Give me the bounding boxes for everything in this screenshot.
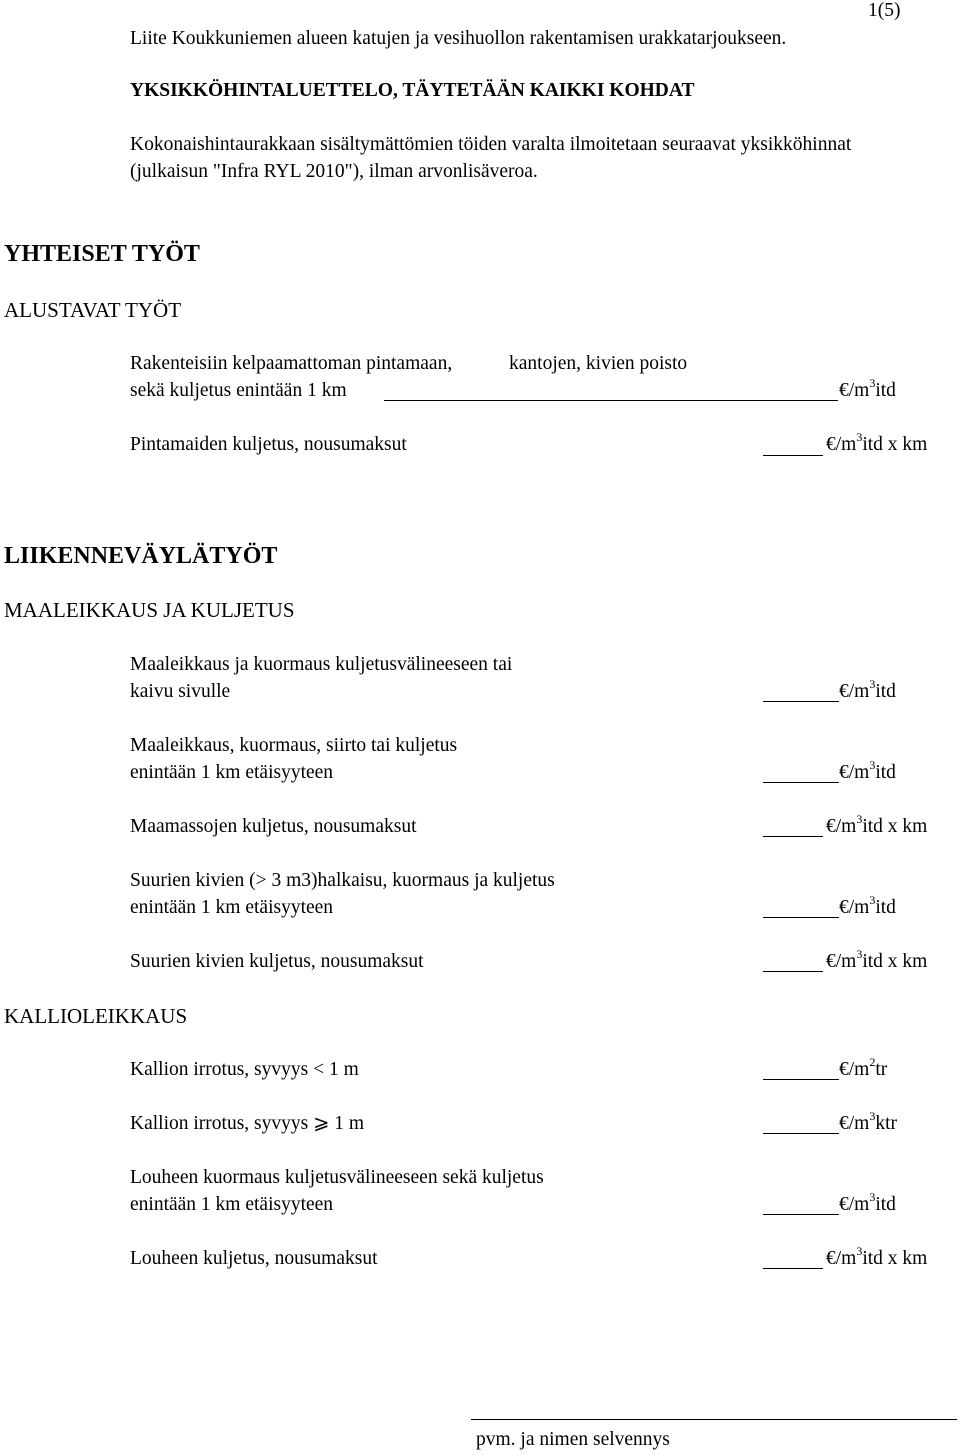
price-entry-line[interactable] <box>763 455 823 456</box>
unit-label: $€/m^3itd$ x km <box>826 429 928 455</box>
item-topsoil-removal-line-1b: kantojen, kivien poisto <box>509 353 688 374</box>
subsection-title-preliminary-works: ALUSTAVAT TYÖT <box>4 298 182 322</box>
attachment-title: Liite Koukkuniemen alueen katujen ja vesihuollon rakentamisen urakkatarjoukseen. <box>130 28 787 49</box>
price-entry-line[interactable] <box>763 836 823 837</box>
item-soil-excavation-line-2: kaivu sivulle <box>130 681 231 702</box>
section-title-common-works: YHTEISET TYÖT <box>4 241 200 267</box>
unit-label: $€/m^3itd$ x km <box>826 1243 928 1269</box>
price-entry-line[interactable] <box>763 971 823 972</box>
item-topsoil-transport: Pintamaiden kuljetus, nousumaksut <box>130 434 407 455</box>
unit-label: $€/m^2tr$ <box>839 1054 888 1080</box>
price-entry-line[interactable] <box>763 917 839 918</box>
subsection-title-soil-excavation: MAALEIKKAUS JA KULJETUS <box>4 598 295 622</box>
price-entry-line[interactable] <box>384 400 838 401</box>
item-rock-loosening-deep: Kallion irrotus, syvyys ⩾ 1 m <box>130 1113 365 1134</box>
section-title-traffic-route-works: LIIKENNEVÄYLÄTYÖT <box>4 543 278 569</box>
item-blasted-rock-loading-line-2: enintään 1 km etäisyyteen <box>130 1194 334 1215</box>
item-large-stones-line-2: enintään 1 km etäisyyteen <box>130 897 334 918</box>
item-soil-mass-transport: Maamassojen kuljetus, nousumaksut <box>130 816 417 837</box>
item-soil-excavation-line-1: Maaleikkaus ja kuormaus kuljetusvälineeseen tai <box>130 654 513 675</box>
item-large-stones-line-1: Suurien kivien (> 3 m3)halkaisu, kuormaus ja kuljetus <box>130 870 555 891</box>
item-soil-transfer-line-2: enintään 1 km etäisyyteen <box>130 762 334 783</box>
unit-label: $€/m^3itd$ <box>839 757 896 783</box>
item-soil-transfer-line-1: Maaleikkaus, kuormaus, siirto tai kuljetus <box>130 735 458 756</box>
price-entry-line[interactable] <box>763 701 839 702</box>
item-topsoil-removal-line-2: sekä kuljetus enintään 1 km <box>130 380 347 401</box>
item-topsoil-removal-line-1a: Rakenteisiin kelpaamattoman pintamaan, <box>130 353 453 374</box>
unit-label: $€/m^3itd$ <box>839 1189 896 1215</box>
price-entry-line[interactable] <box>763 1079 839 1080</box>
item-rock-loosening-shallow: Kallion irrotus, syvyys < 1 m <box>130 1059 359 1080</box>
price-entry-line[interactable] <box>763 1214 839 1215</box>
price-entry-line[interactable] <box>763 1133 839 1134</box>
unit-label: $€/m^3itd$ x km <box>826 811 928 837</box>
intro-text-line-2: (julkaisun "Infra RYL 2010"), ilman arvonlisäveroa. <box>130 161 538 182</box>
subsection-title-rock-excavation: KALLIOLEIKKAUS <box>4 1004 188 1028</box>
unit-label: $€/m^3itd$ x km <box>826 946 928 972</box>
price-entry-line[interactable] <box>763 782 839 783</box>
page-number: 1(5) <box>868 0 901 21</box>
unit-label: $€/m^3itd$ <box>839 375 896 401</box>
item-large-stones-transport: Suurien kivien kuljetus, nousumaksut <box>130 951 424 972</box>
unit-label: $€/m^3itd$ <box>839 676 896 702</box>
price-entry-line[interactable] <box>763 1268 823 1269</box>
unit-label: $€/m^3ktr$ <box>839 1108 898 1134</box>
unit-label: $€/m^3itd$ <box>839 892 896 918</box>
signature-label: pvm. ja nimen selvennys <box>476 1429 670 1450</box>
signature-line[interactable] <box>471 1419 957 1420</box>
item-blasted-rock-loading-line-1: Louheen kuormaus kuljetusvälineeseen sekä kuljetus <box>130 1167 544 1188</box>
intro-text-line-1: Kokonaishintaurakkaan sisältymättömien töiden varalta ilmoitetaan seuraavat yksikköhinnat <box>130 134 852 155</box>
list-title: YKSIKKÖHINTALUETTELO, TÄYTETÄÄN KAIKKI KOHDAT <box>130 80 695 101</box>
item-blasted-rock-transport: Louheen kuljetus, nousumaksut <box>130 1248 378 1269</box>
